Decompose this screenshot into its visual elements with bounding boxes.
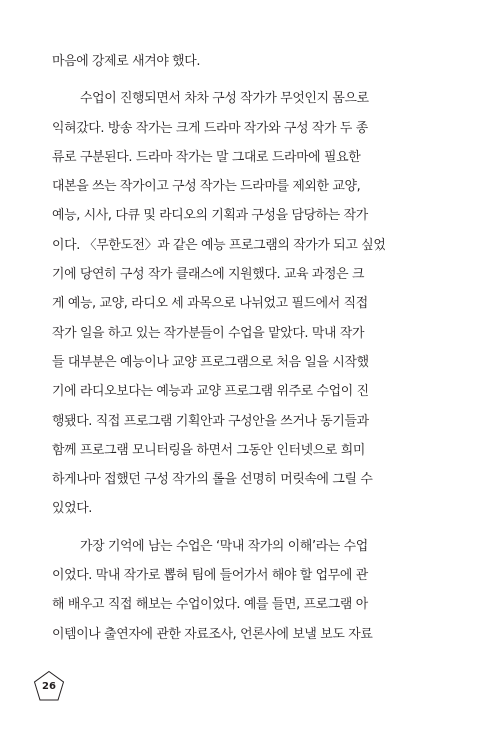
page-number: 26	[42, 681, 56, 692]
text-line: 마음에 강제로 새겨야 했다.	[52, 54, 201, 69]
paragraph-gap	[52, 76, 452, 84]
text-line: 가장 기억에 남는 수업은 ‘막내 작가의 이해’라는 수업	[80, 538, 368, 554]
text-line: 해 배우고 직접 해보는 수업이었다. 예를 들면, 프로그램 아	[52, 597, 368, 613]
text-line: 류로 구분된다. 드라마 작가는 말 그대로 드라마에 필요한	[52, 149, 361, 165]
text-line: 기에 라디오보다는 예능과 교양 프로그램 위주로 수업이 진	[52, 384, 369, 400]
text-line: 이다. 〈무한도전〉과 같은 예능 프로그램의 작가가 되고 싶었	[52, 237, 386, 253]
text-line: 예능, 시사, 다큐 및 라디오의 기획과 구성을 담당하는 작가	[52, 208, 368, 224]
text-line: 대본을 쓰는 작가이고 구성 작가는 드라마를 제외한 교양,	[52, 179, 361, 195]
page-number-badge	[33, 670, 65, 702]
body-text	[52, 47, 452, 649]
text-line: 하게나마 접했던 구성 작가의 롤을 선명히 머릿속에 그릴 수	[52, 472, 373, 488]
text-line: 이었다. 막내 작가로 뽑혀 팀에 들어가서 해야 할 업무에 관	[52, 568, 368, 584]
text-line: 함께 프로그램 모니터링을 하면서 그동안 인터넷으로 희미	[52, 442, 365, 458]
text-line: 게 예능, 교양, 라디오 세 과목으로 나뉘었고 필드에서 직접	[52, 296, 368, 312]
text-line: 있었다.	[52, 501, 93, 517]
text-line: 들 대부분은 예능이나 교양 프로그램으로 처음 일을 시작했	[52, 354, 369, 370]
text-line: 행됐다. 직접 프로그램 기획안과 구성안을 쓰거나 동기들과	[52, 413, 369, 429]
text-line: 이템이나 출연자에 관한 자료조사, 언론사에 보낼 보도 자료	[52, 626, 373, 642]
text-line: 작가 일을 하고 있는 작가분들이 수업을 맡았다. 막내 작가	[52, 325, 365, 341]
text-line: 수업이 진행되면서 차차 구성 작가가 무엇인지 몸으로	[80, 91, 369, 107]
paragraph-gap	[52, 524, 452, 532]
text-line: 기에 당연히 구성 작가 클래스에 지원했다. 교육 과정은 크	[52, 267, 365, 283]
text-line: 익혀갔다. 방송 작가는 크게 드라마 작가와 구성 작가 두 종	[52, 120, 368, 136]
